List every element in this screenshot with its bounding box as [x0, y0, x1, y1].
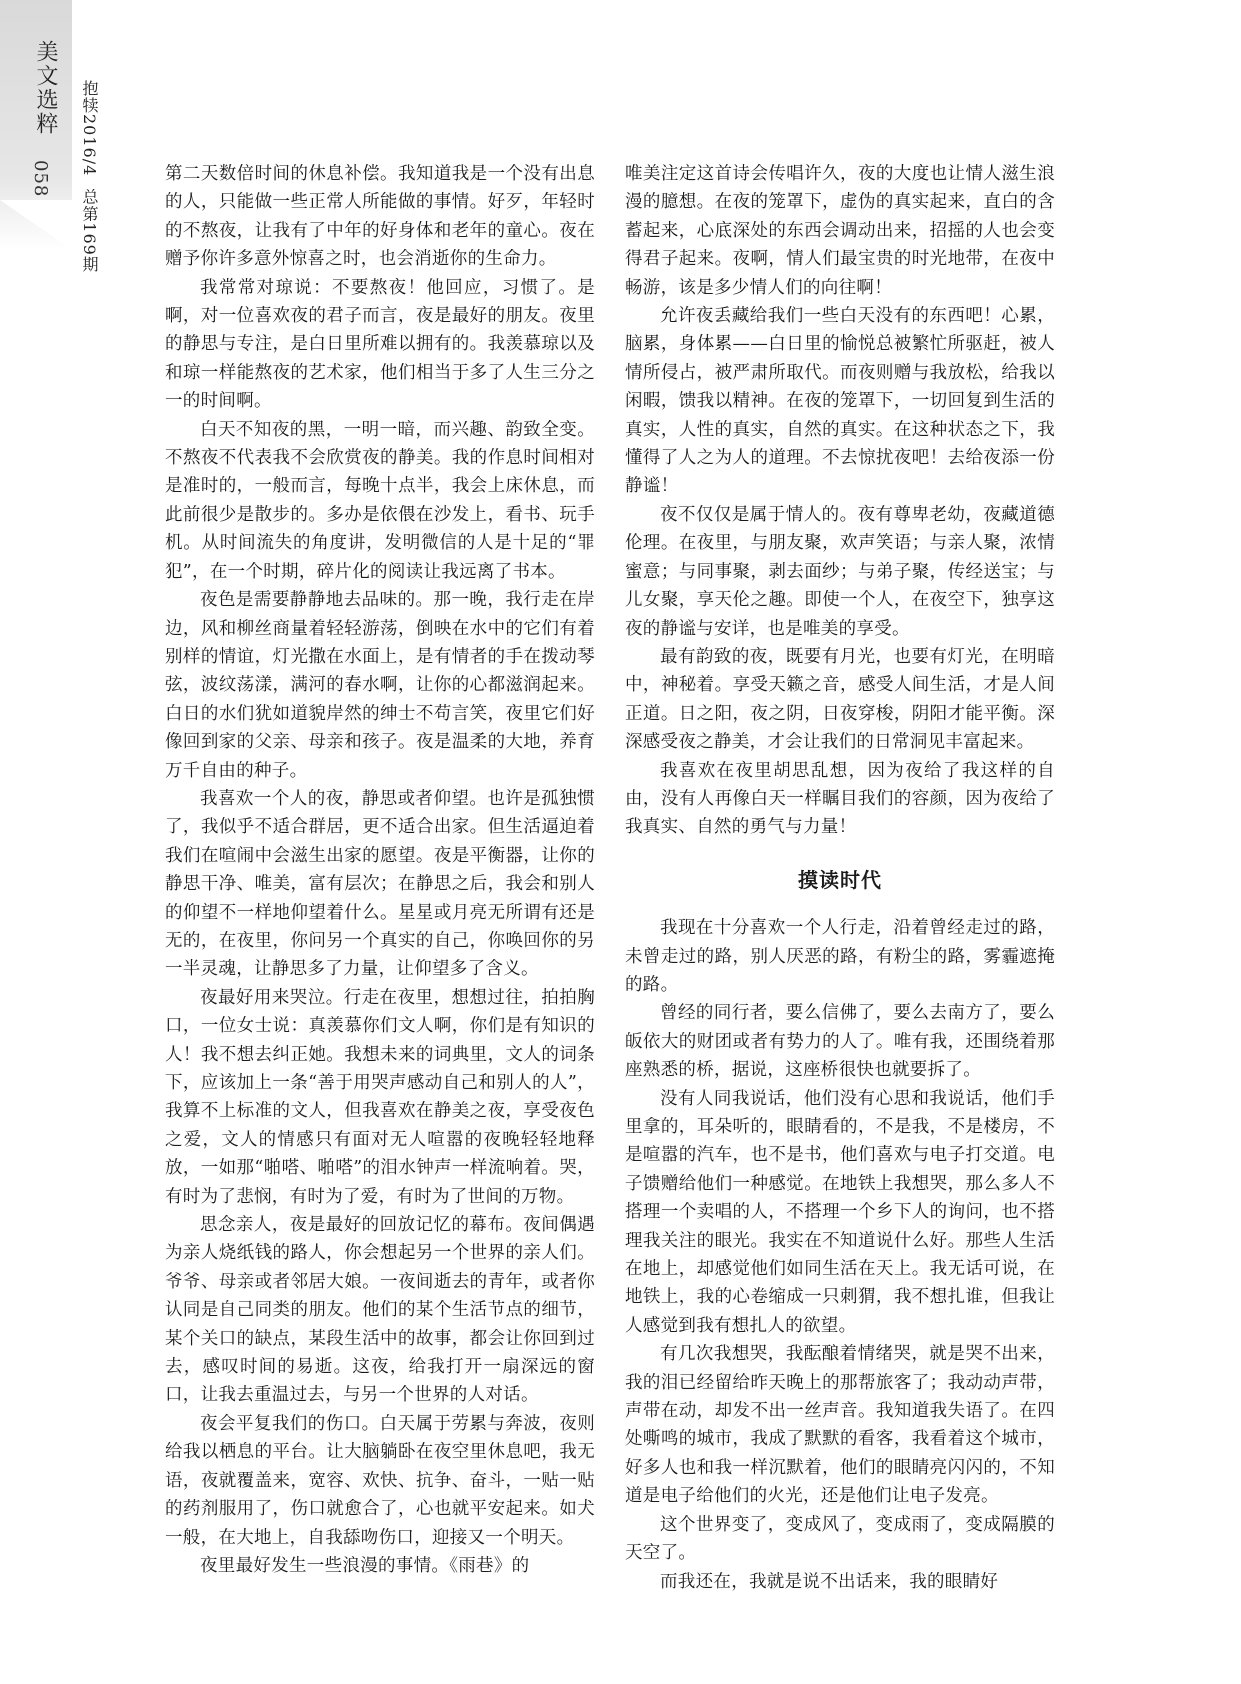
- paragraph: 我喜欢一个人的夜，静思或者仰望。也许是孤独惯了，我似乎不适合群居，更不适合出家。但生活逼迫着我们在喧闹中会滋生出家的愿望。夜是平衡器，让你的静思干净、唯美，富有层次；在静思之后，我会和别人的仰望不一样地仰望着什么。星星或月亮无所谓有还是无的，在夜里，你问另一个真实的自己，你唤回你的另一半灵魂，让静思多了力量，让仰望多了含义。: [165, 788, 595, 980]
- paragraph: 夜会平复我们的伤口。白天属于劳累与奔波，夜则给我以栖息的平台。让大脑躺卧在夜空里休息吧，我无语，夜就覆盖来，宽容、欢快、抗争、奋斗，一贴一贴的药剂服用了，伤口就愈合了，心也就平安起来。如犬一般，在大地上，自我舔吻伤口，迎接又一个明天。: [165, 1413, 595, 1548]
- paragraph: 我常常对琼说：不要熬夜！他回应，习惯了。是啊，对一位喜欢夜的君子而言，夜是最好的朋友。夜里的静思与专注，是白日里所难以拥有的。我羡慕琼以及和琼一样能熬夜的艺术家，他们相当于多了人生三分之一的时间啊。: [165, 277, 595, 412]
- paragraph: 没有人同我说话，他们没有心思和我说话，他们手里拿的，耳朵听的，眼睛看的，不是我，不是楼房，不是喧嚣的汽车，也不是书，他们喜欢与电子打交道。电子馈赠给他们一种感觉。在地铁上我想哭，那么多人不搭理一个卖唱的人，不搭理一个乡下人的询问，也不搭理我关注的眼光。我实在不知道说什么好。那些人生活在地上，却感觉他们如同生活在天上。我无话可说，在地铁上，我的心卷缩成一只刺猬，我不想扎谁，但我让人感觉到我有想扎人的欲望。: [625, 1088, 1055, 1336]
- paragraph: 而我还在，我就是说不出话来，我的眼睛好: [660, 1571, 999, 1592]
- paragraph: 白天不知夜的黑，一明一暗，而兴趣、韵致全变。不熬夜不代表我不会欣赏夜的静美。我的作息时间相对是准时的，一般而言，每晚十点半，我会上床休息，而此前很少是散步的。多办是依偎在沙发上，看书、玩手机。从时间流失的角度讲，发明微信的人是十足的“罪犯”，在一个时期，碎片化的阅读让我远离了书本。: [165, 419, 595, 582]
- issue-total: 总第169期: [80, 188, 99, 273]
- paragraph: 我现在十分喜欢一个人行走，沿着曾经走过的路，未曾走过的路，别人厌恶的路，有粉尘的路，雾霾遮掩的路。: [625, 918, 1055, 995]
- issue-volume: 抱犊2016/4: [80, 80, 99, 177]
- left-column: [165, 160, 595, 1580]
- paragraph: 允许夜丢藏给我们一些白天没有的东西吧！心累，脑累，身体累——白日里的愉悦总被繁忙所驱赶，被人情所侵占，被严肃所取代。而夜则赠与我放松，给我以闲暇，馈我以精神。在夜的笼罩下，一切回复到生活的真实，人性的真实，自然的真实。在这种状态之下，我懂得了人之为人的道理。不去惊扰夜吧！去给夜添一份静谧！: [625, 306, 1055, 497]
- paragraph: 夜色是需要静静地去品味的。那一晚，我行走在岸边，风和柳丝商量着轻轻游荡，倒映在水中的它们有着别样的情谊，灯光撒在水面上，是有情者的手在拨动琴弦，波纹荡漾，满河的春水啊，让你的心都滋润起来。白日的水们犹如道貌岸然的绅士不苟言笑，夜里它们好像回到家的父亲、母亲和孩子。夜是温柔的大地，养育万千自由的种子。: [165, 590, 595, 781]
- page-number: 058: [30, 160, 51, 198]
- magazine-name: 美文选粹: [33, 40, 58, 136]
- paragraph: 有几次我想哭，我酝酿着情绪哭，就是哭不出来，我的泪已经留给昨天晚上的那帮旅客了；我动动声带，声带在动，却发不出一丝声音。我知道我失语了。在四处嘶鸣的城市，我成了默默的看客，我看着这个城市，好多人也和我一样沉默着，他们的眼睛亮闪闪的，不知道是电子给他们的火光，还是他们让电子发亮。: [625, 1344, 1055, 1507]
- paragraph: 第二天数倍时间的休息补偿。我知道我是一个没有出息的人，只能做一些正常人所能做的事情。好歹，年轻时的不熬夜，让我有了中年的好身体和老年的童心。夜在赠予你许多意外惊喜之时，也会消逝你的生命力。: [165, 164, 595, 270]
- paragraph: 思念亲人，夜是最好的回放记忆的幕布。夜间偶遇为亲人烧纸钱的路人，你会想起另一个世界的亲人们。爷爷、母亲或者邻居大娘。一夜间逝去的青年，或者你认同是自己同类的朋友。他们的某个生活节点的细节，某个关口的缺点，某段生活中的故事，都会让你回到过去，感叹时间的易逝。这夜，给我打开一扇深远的窗口，让我去重温过去，与另一个世界的人对话。: [165, 1215, 595, 1406]
- paragraph: 夜不仅仅是属于情人的。夜有尊卑老幼，夜藏道德伦理。在夜里，与朋友聚，欢声笑语；与亲人聚，浓情蜜意；与同事聚，剥去面纱；与弟子聚，传经送宝；与儿女聚，享天伦之趣。即使一个人，在夜空下，独享这夜的静谧与安详，也是唯美的享受。: [625, 504, 1055, 639]
- paragraph: 唯美注定这首诗会传唱许久，夜的大度也让情人滋生浪漫的臆想。在夜的笼罩下，虚伪的真实起来，直白的含蓄起来，心底深处的东西会调动出来，招摇的人也会变得君子起来。夜啊，情人们最宝贵的时光地带，在夜中畅游，该是多少情人们的向往啊！: [625, 164, 1055, 298]
- paragraph: 夜最好用来哭泣。行走在夜里，想想过往，拍拍胸口，一位女士说：真羡慕你们文人啊，你们是有知识的人！我不想去纠正她。我想未来的词典里，文人的词条下，应该加上一条“善于用哭声感动自己和别人的人”，我算不上标准的文人，但我喜欢在静美之夜，享受夜色之爱，文人的情感只有面对无人喧嚣的夜晚轻轻地释放，一如那“啪嗒、啪嗒”的泪水钟声一样流响着。哭，有时为了悲悯，有时为了爱，有时为了世间的万物。: [165, 987, 595, 1207]
- section-heading: 摸读时代: [798, 867, 882, 892]
- paragraph: 曾经的同行者，要么信佛了，要么去南方了，要么皈依大的财团或者有势力的人了。唯有我，还围绕着那座熟悉的桥，据说，这座桥很快也就要拆了。: [625, 1003, 1055, 1081]
- paragraph: 夜里最好发生一些浪漫的事情。《雨巷》的: [200, 1555, 530, 1576]
- paragraph: 这个世界变了，变成风了，变成雨了，变成隔膜的天空了。: [625, 1514, 1055, 1564]
- paragraph: 最有韵致的夜，既要有月光，也要有灯光，在明暗中，神秘着。享受天籁之音，感受人间生活，才是人间正道。日之阳，夜之阴，日夜穿梭，阴阳才能平衡。深深感受夜之静美，才会让我们的日常洞见丰富起来。: [625, 646, 1055, 753]
- right-column: [625, 160, 1055, 1596]
- issue-info: [78, 80, 101, 273]
- paragraph: 我喜欢在夜里胡思乱想，因为夜给了我这样的自由，没有人再像白天一样瞩目我们的容颜，因为夜给了我真实、自然的勇气与力量！: [625, 760, 1055, 838]
